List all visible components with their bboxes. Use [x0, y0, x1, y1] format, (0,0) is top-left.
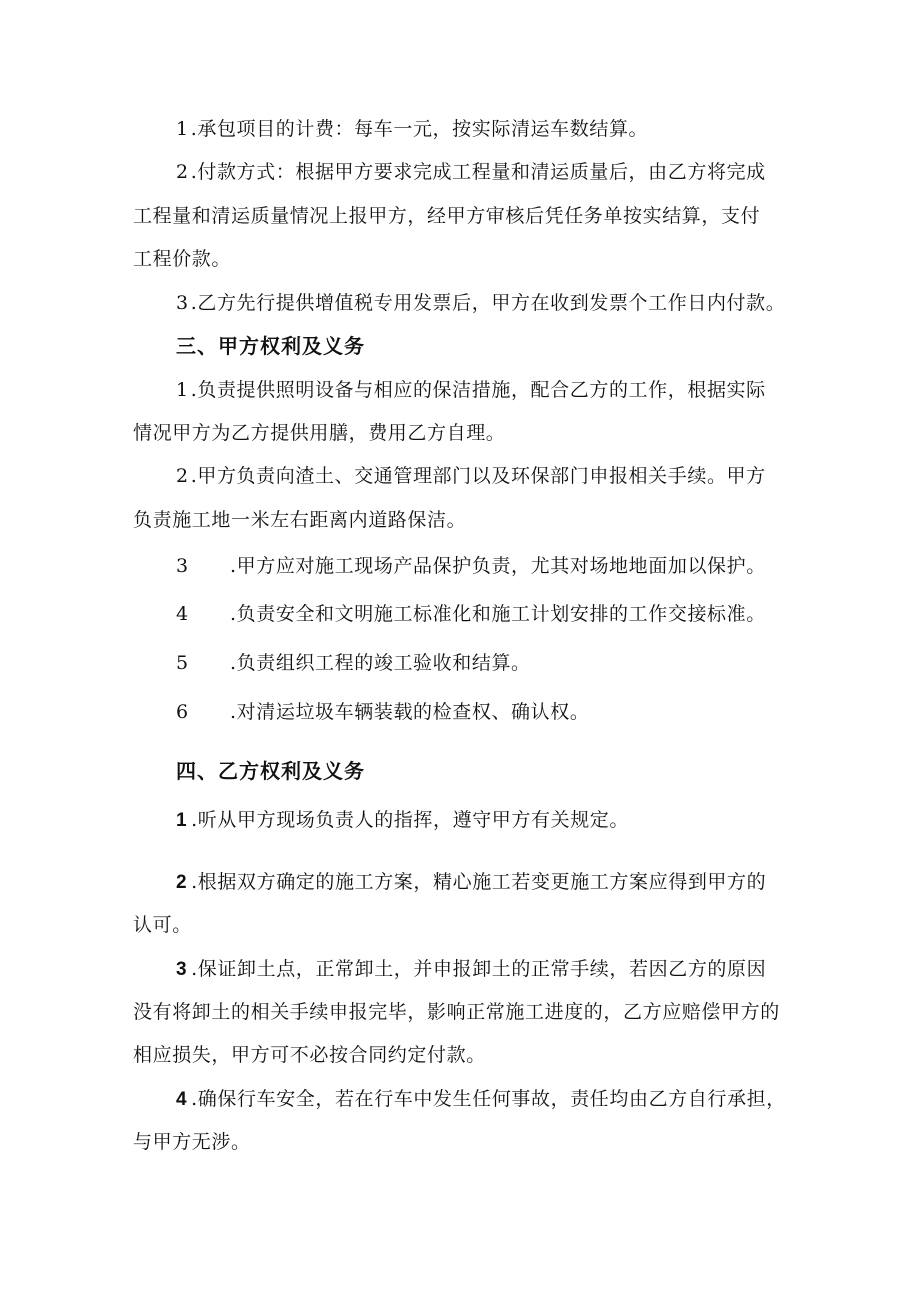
- party-a-item: [176, 463, 766, 489]
- paragraph-payment-method: [176, 159, 766, 185]
- item-text: .负责组织工程的竣工验收和结算。: [230, 652, 531, 674]
- party-b-item: [176, 869, 766, 896]
- paragraph-invoice: [176, 290, 785, 316]
- section-heading-party-b: 四、乙方权利及义务: [176, 759, 365, 783]
- paragraph-billing: [176, 116, 648, 142]
- item-text: .保证卸土点，正常卸土，并申报卸土的正常手续，若因乙方的原因: [191, 958, 767, 980]
- item-number: 3: [176, 959, 188, 980]
- item-number: 1: [176, 810, 188, 831]
- item-text: .承包项目的计费：每车一元，按实际清运车数结算。: [190, 118, 649, 140]
- item-number: 3: [176, 555, 189, 577]
- item-number: 1: [176, 118, 189, 140]
- party-a-item: [176, 377, 766, 403]
- paragraph-continuation: 情况甲方为乙方提供用膳，费用乙方自理。: [133, 422, 506, 444]
- item-number: 2: [176, 161, 189, 183]
- item-text: .付款方式：根据甲方要求完成工程量和清运质量后，由乙方将完成: [190, 161, 766, 183]
- item-number: 4: [176, 603, 189, 625]
- item-number: 4: [176, 1089, 188, 1110]
- item-number: 2: [176, 872, 188, 893]
- paragraph-continuation: 与甲方无涉。: [133, 1131, 251, 1153]
- party-a-item: [176, 650, 531, 676]
- item-text: .确保行车安全，若在行车中发生任何事故，责任均由乙方自行承担，: [191, 1088, 786, 1110]
- item-number: 2: [176, 465, 189, 487]
- paragraph-continuation: 没有将卸土的相关手续申报完毕，影响正常施工进度的，乙方应赔偿甲方的: [133, 1001, 780, 1023]
- party-a-item: [176, 553, 766, 579]
- item-number: 3: [176, 292, 189, 314]
- paragraph-continuation: 相应损失，甲方可不必按合同约定付款。: [133, 1044, 486, 1066]
- item-number: 1: [176, 379, 189, 401]
- party-b-item: [176, 807, 629, 834]
- item-text: .甲方应对施工现场产品保护负责，尤其对场地地面加以保护。: [230, 555, 766, 577]
- party-a-item: [176, 699, 589, 725]
- party-a-item: [176, 601, 766, 627]
- party-b-item: [176, 956, 766, 983]
- item-number: 5: [176, 652, 189, 674]
- paragraph-continuation: 负责施工地一米左右距离内道路保洁。: [133, 509, 467, 531]
- section-heading-party-a: 三、甲方权利及义务: [176, 334, 365, 358]
- item-text: .乙方先行提供增值税专用发票后，甲方在收到发票个工作日内付款。: [190, 292, 786, 314]
- item-text: .负责提供照明设备与相应的保洁措施，配合乙方的工作，根据实际: [190, 379, 766, 401]
- party-b-item: [176, 1086, 786, 1113]
- paragraph-continuation: 认可。: [133, 914, 192, 936]
- item-text: .对清运垃圾车辆装载的检查权、确认权。: [230, 701, 590, 723]
- item-text: .根据双方确定的施工方案，精心施工若变更施工方案应得到甲方的: [191, 871, 767, 893]
- item-number: 6: [176, 701, 189, 723]
- item-text: .甲方负责向渣土、交通管理部门以及环保部门申报相关手续。甲方: [190, 465, 766, 487]
- item-text: .负责安全和文明施工标准化和施工计划安排的工作交接标准。: [230, 603, 766, 625]
- paragraph-continuation: 工程量和清运质量情况上报甲方，经甲方审核后凭任务单按实结算，支付: [133, 205, 761, 227]
- paragraph-continuation: 工程价款。: [133, 248, 232, 270]
- item-text: .听从甲方现场负责人的指挥，遵守甲方有关规定。: [191, 809, 630, 831]
